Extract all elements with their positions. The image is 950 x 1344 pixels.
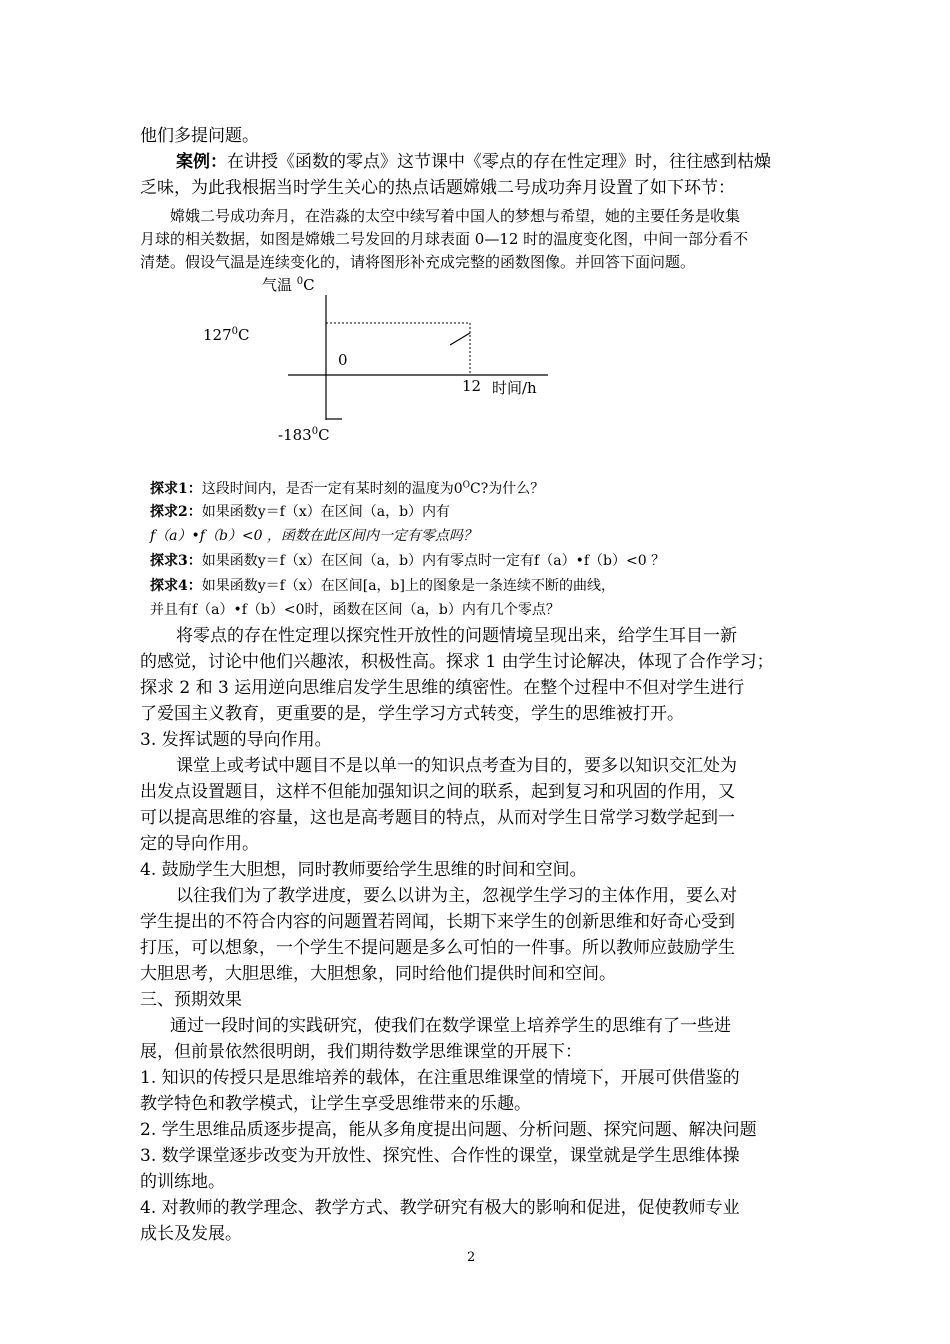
curve-segment [450, 333, 470, 345]
case-label: 案例： [176, 152, 227, 172]
section-heading: 三、预期效果 [140, 990, 242, 1010]
list-item: 成长及发展。 [140, 1224, 242, 1244]
case-paragraph-cont: 乏味，为此我根据当时学生关心的热点话题嫦娥二号成功奔月设置了如下环节： [140, 178, 735, 198]
list-item: 2. 学生思维品质逐步提高，能从多角度提出问题、分析问题、探究问题、解决问题 [140, 1120, 757, 1140]
story-line: 嫦娥二号成功奔月，在浩淼的太空中续写着中国人的梦想与希望，她的主要任务是收集 [170, 207, 741, 225]
list-item: 的训练地。 [140, 1172, 225, 1192]
explore-q4: 探求4：如果函数y＝f（x）在区间[a，b]上的图象是一条连续不断的曲线， [150, 578, 615, 594]
paragraph-line: 通过一段时间的实践研究，使我们在数学课堂上培养学生的思维有了一些进 [170, 1016, 731, 1036]
top-temperature-label: $127^0C$ [203, 326, 250, 344]
section-heading: 3. 发挥试题的导向作用。 [140, 730, 332, 750]
paragraph-line: 了爱国主义教育，更重要的是，学生学习方式转变，学生的思维被打开。 [140, 704, 684, 724]
explore-q3: 探求3：如果函数y＝f（x）在区间（a，b）内有零点时一定有f（a）•f（b）<0 ？ [150, 553, 666, 569]
paragraph-line: 展，但前景依然很明朗，我们期待数学思维课堂的开展下： [140, 1042, 582, 1062]
top-dashed-guide [326, 323, 470, 375]
page-number: 2 [467, 1250, 476, 1265]
list-item: 4. 对教师的教学理念、教学方式、教学研究有极大的影响和促进，促使教师专业 [140, 1198, 740, 1218]
paragraph-line: 以往我们为了教学进度，要么以讲为主，忽视学生学习的主体作用，要么对 [176, 886, 737, 906]
list-item: 教学特色和教学模式，让学生享受思维带来的乐趣。 [140, 1094, 531, 1114]
story-line: 清楚。假设气温是连续变化的，请将图形补充成完整的函数图像。并回答下面问题。 [140, 253, 696, 271]
story-line: 月球的相关数据，如图是嫦娥二号发回的月球表面 0—12 时的温度变化图，中间一部分看不 [140, 230, 749, 248]
explore-q2: 探求2：如果函数y＝f（x）在区间（a，b）内有 [150, 504, 451, 520]
bottom-temperature-label: $-183^0C$ [278, 426, 330, 444]
explore-q1: 探求1：这段时间内，是否一定有某时刻的温度为$0^OC$?为什么？ [150, 480, 545, 497]
paragraph-line: 课堂上或考试中题目不是以单一的知识点考查为目的，要多以知识交汇处为 [176, 756, 737, 776]
paragraph-line: 的感觉，讨论中他们兴趣浓，积极性高。探求 1 由学生讨论解决，体现了合作学习； [140, 652, 774, 672]
list-item: 3. 数学课堂逐步改变为开放性、探究性、合作性的课堂，课堂就是学生思维体操 [140, 1146, 740, 1166]
x-tick-label: 12 [462, 377, 482, 395]
paragraph-line: 探求 2 和 3 运用逆向思维启发学生思维的缜密性。在整个过程中不但对学生进行 [140, 678, 745, 698]
case-text: 在讲授《函数的零点》这节课中《零点的存在性定理》时，往往感到枯燥 [227, 152, 771, 172]
paragraph-line: 将零点的存在性定理以探究性开放性的问题情境呈现出来，给学生耳目一新 [176, 626, 737, 646]
paragraph-line: 定的导向作用。 [140, 834, 259, 854]
section-heading: 4. 鼓励学生大胆想，同时教师要给学生思维的时间和空间。 [140, 860, 587, 880]
explore-q2-cont: f（a）•f（b）<0 ，函数在此区间内一定有零点吗？ [150, 528, 478, 544]
intro-line: 他们多提问题。 [140, 126, 259, 146]
paragraph-line: 出发点设置题目，这样不但能加强知识之间的联系，起到复习和巩固的作用，又 [140, 782, 735, 802]
paragraph-line: 大胆思考，大胆思维，大胆想象，同时给他们提供时间和空间。 [140, 964, 616, 984]
paragraph-line: 可以提高思维的容量，这也是高考题目的特点，从而对学生日常学习数学起到一 [140, 808, 735, 828]
paragraph-line: 学生提出的不符合内容的问题置若罔闻，长期下来学生的创新思维和好奇心受到 [140, 912, 735, 932]
explore-q4-cont: 并且有f（a）•f（b）<0时，函数在区间（a，b）内有几个零点？ [150, 602, 560, 618]
paragraph-line: 打压，可以想象，一个学生不提问题是多么可怕的一件事。所以教师应鼓励学生 [140, 938, 735, 958]
list-item: 1. 知识的传授只是思维培养的载体，在注重思维课堂的情境下，开展可供借鉴的 [140, 1068, 740, 1088]
y-axis-label: 气温 $^0$C [262, 276, 315, 294]
origin-label: 0 [338, 351, 348, 369]
x-axis-label: 时间/h [492, 379, 537, 397]
